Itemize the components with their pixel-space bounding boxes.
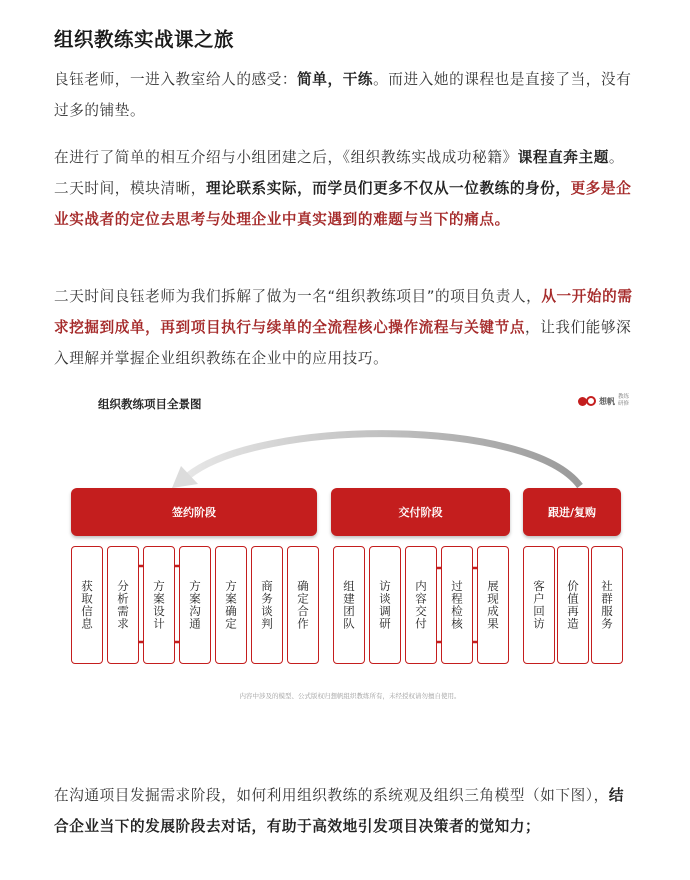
intro-text-1: 良钰老师，一进入教室给人的感受：	[54, 71, 298, 88]
process-text-1: 二天时间良钰老师为我们拆解了做为一名“组织教练项目”的项目负责人，	[54, 288, 542, 305]
step-item: 获取信息	[71, 546, 103, 664]
step-item: 价值再造	[557, 546, 589, 664]
step-item: 方案沟通	[179, 546, 211, 664]
step-item: 内容交付	[405, 546, 437, 664]
course-bold-1: 课程直奔主题	[517, 149, 609, 166]
project-overview-figure	[60, 380, 640, 710]
stage-followup: 跟进/复购	[523, 488, 621, 536]
step-item: 方案设计	[143, 546, 175, 664]
article-title: 组织教练实战课之旅	[54, 28, 235, 51]
step-item: 展现成果	[477, 546, 509, 664]
logo-text: 想帆	[599, 396, 615, 406]
course-text-2: 。二天时间，模块清晰，	[54, 149, 625, 197]
step-item: 社群服务	[591, 546, 623, 664]
course-text-1: 在进行了简单的相互介绍与小组团建之后，《组织教练实战成功秘籍》	[54, 149, 518, 166]
stage-delivery: 交付阶段	[331, 488, 510, 536]
process-highlight: 从一开始的需求挖掘到成单，再到项目执行与续单的全流程核心操作流程与关键节点	[54, 288, 633, 336]
copyright-caption: 内容中涉及的模型、公式版权归想帆组织教练所有，未经授权请勿擅自使用。	[239, 692, 461, 700]
paragraph-process	[54, 281, 634, 374]
step-item: 访谈调研	[369, 546, 401, 664]
brand-logo	[578, 394, 632, 408]
step-item: 商务谈判	[251, 546, 283, 664]
stage-signing: 签约阶段	[71, 488, 317, 536]
needs-bold: 结合企业当下的发展阶段去对话，有助于高效地引发项目决策者的觉知力；	[54, 787, 625, 835]
figure-title: 组织教练项目全景图	[98, 397, 202, 411]
logo-subtext: 教练 研修	[618, 394, 630, 407]
step-item: 方案确定	[215, 546, 247, 664]
step-item: 过程检核	[441, 546, 473, 664]
paragraph-needs	[54, 780, 634, 842]
intro-text-2: 。而进入她的课程也是直接了当，没有过多的铺垫。	[54, 71, 632, 119]
step-item: 组建团队	[333, 546, 365, 664]
step-item: 确定合作	[287, 546, 319, 664]
process-text-2: ，让我们能够深入理解并掌握企业组织教练在企业中的应用技巧。	[54, 319, 632, 367]
course-highlight: 更多是企业实战者的定位去思考与处理企业中真实遇到的难题与当下的痛点。	[54, 180, 632, 228]
course-bold-2: 理论联系实际，而学员们更多不仅从一位教练的身份，	[205, 180, 571, 197]
return-arc	[188, 434, 580, 486]
paragraph-course	[54, 142, 634, 235]
paragraph-intro	[54, 64, 634, 126]
intro-bold: 简单，干练	[297, 71, 374, 88]
step-item: 分析需求	[107, 546, 139, 664]
needs-text-1: 在沟通项目发掘需求阶段，如何利用组织教练的系统观及组织三角模型（如下图），	[54, 787, 609, 804]
logo-ring-icon	[586, 396, 596, 406]
step-item: 客户回访	[523, 546, 555, 664]
